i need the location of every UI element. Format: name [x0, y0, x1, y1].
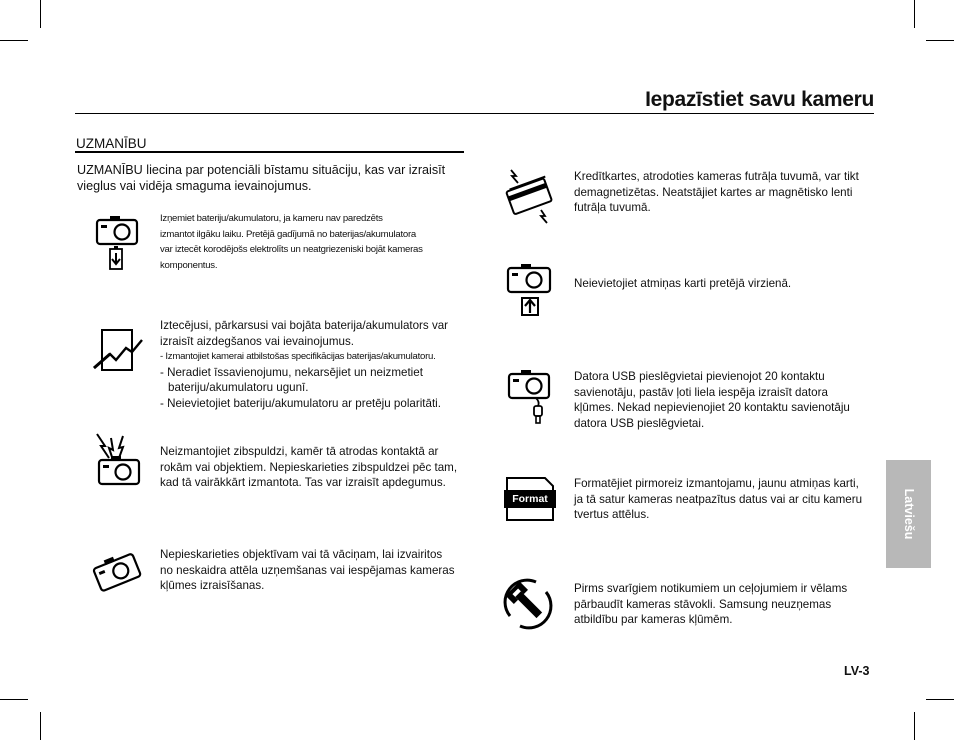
wrench-icon	[500, 576, 556, 632]
page-title: Iepazīstiet savu kameru	[645, 88, 874, 111]
camera-battery-icon	[94, 214, 142, 274]
section-divider	[75, 151, 464, 153]
section-heading: UZMANĪBU	[76, 136, 147, 151]
item-text-lens: Nepieskarieties objektīvam vai tā vāciņam, lai izvairitos no neskaidra attēla uzņemšanas vai iespējamas kameras kļūmes izraisīšanas.	[160, 548, 455, 592]
item-text-battery-damage: Iztecējusi, pārkarsusi vai bojāta baterija/akumulators var izraisīt aizdegšanos vai ievainojumus. - Izmantojiet kamerai atbilstošas specifikācijas baterijas/akumulatoru. - Neradiet īssavienojumu, nekarsējiet un neizmetiet bateriju/akumulatoru ugunī. - Neievietojiet bateriju/akumulatoru ar pretēju polaritāti.	[160, 319, 449, 410]
damaged-battery-icon	[92, 326, 144, 374]
page-number: LV-3	[844, 664, 870, 678]
language-tab	[886, 460, 931, 568]
format-icon	[505, 476, 555, 522]
item-text-memory-card: Neievietojiet atmiņas karti pretējā virzienā.	[574, 277, 792, 290]
language-tab-label: Latviešu	[901, 488, 916, 540]
memory-card-icon	[504, 262, 554, 318]
intro-text: UZMANĪBU liecina par potenciāli bīstamu situāciju, kas var izraisīt vieglus vai vidēja smaguma ievainojumus.	[77, 163, 446, 193]
tilted-camera-icon	[92, 550, 144, 592]
item-text-usb: Datora USB pieslēgvietai pievienojot 20 kontaktu savienotāju, pastāv ļoti liela iespēja izraisīt datora kļūmes. Nekad nepievienojiet 20 kontaktu savienotāju datora USB pieslēgvietai.	[574, 370, 850, 430]
usb-cable-icon	[506, 368, 554, 426]
item-text-format: Formatējiet pirmoreiz izmantojamu, jaunu atmiņas karti, ja tā satur kameras neatpazītus datus vai ar citu kameru tvertus attēlus.	[574, 477, 863, 521]
item-text-flash: Neizmantojiet zibspuldzi, kamēr tā atrodas kontaktā ar rokām vai objektiem. Nepieskarieties zibspuldzei pēc tam, kad tā vairākkārt izmantota. Tas var izraisīt apdegumus.	[160, 445, 458, 489]
item-text-battery-removal: Izņemiet bateriju/akumulatoru, ja kameru nav paredzēts izmantot ilgāku laiku. Pretējā gadījumā no baterijas/akumulatora var iztecēt korodējošs elektrolīts un neatgriezeniski bojāt kameras komponentus.	[160, 213, 423, 271]
flash-camera-icon	[93, 432, 143, 490]
item-text-check-camera: Pirms svarīgiem notikumiem un ceļojumiem ir vēlams pārbaudīt kameras stāvokli. Samsung neuzņemas atbildību par kameras kļūmēm.	[574, 582, 848, 626]
format-label: Format	[504, 490, 556, 508]
title-divider	[75, 113, 874, 114]
credit-card-icon	[503, 166, 557, 226]
item-text-credit-cards: Kredītkartes, atrodoties kameras futrāļa tuvumā, var tikt demagnetizētas. Neatstājiet kartes ar magnētisko lenti futrāļa tuvumā.	[574, 170, 859, 214]
